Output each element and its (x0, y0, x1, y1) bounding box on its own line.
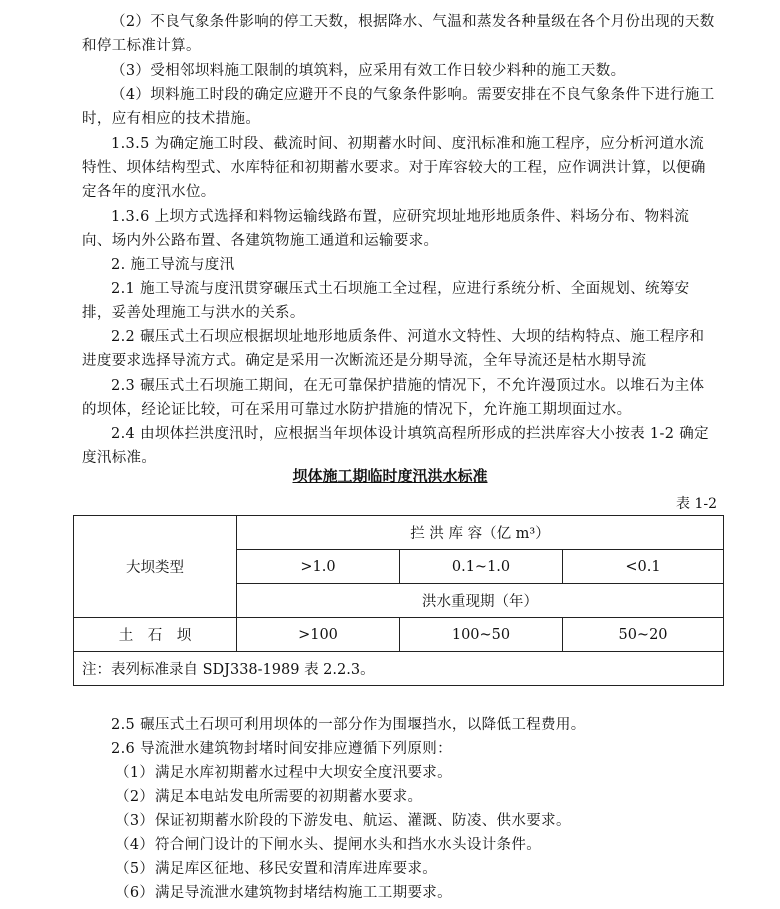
list-item: （6）满足导流泄水建筑物封堵结构施工工期要求。 (115, 885, 452, 901)
paragraph-2-4: 2.4 由坝体拦洪度汛时，应根据当年坝体设计填筑高程所形成的拦洪库容大小按表 1-2 确定度汛标准。 (82, 426, 709, 467)
list-item: （4）符合闸门设计的下闸水头、提闸水头和挡水水头设计条件。 (115, 837, 542, 853)
capacity-group-header: 拦 洪 库 容（亿 m³） (237, 516, 724, 550)
list-item: （5）满足库区征地、移民安置和清库进库要求。 (115, 861, 438, 877)
table-cell: 50~20 (563, 618, 724, 652)
paragraph-2-1: 2.1 施工导流与度汛贯穿碾压式土石坝施工全过程，应进行系统分析、全面规划、统筹安排，妥善处理施工与洪水的关系。 (82, 281, 690, 322)
paragraph-weather-stoppage: （2）不良气象条件影响的停工天数，根据降水、气温和蒸发各种量级在各个月份出现的天数和停工标准计算。 (82, 14, 715, 55)
paragraph-avoid-weather: （4）坝料施工时段的确定应避开不良的气象条件影响。需要安排在不良气象条件下进行施工时，应有相应的技术措施。 (82, 87, 715, 128)
row-label-earth-rock-dam: 土 石 坝 (74, 618, 237, 652)
capacity-header: 0.1~1.0 (400, 550, 563, 584)
table-note: 注：表列标准录自 SDJ338-1989 表 2.2.3。 (74, 652, 724, 686)
paragraph-2-3: 2.3 碾压式土石坝施工期间，在无可靠保护措施的情况下，不允许漫顶过水。以堆石为主体的坝体，经论证比较，可在采用可靠过水防护措施的情况下，允许施工期坝面过水。 (82, 378, 705, 419)
paragraph-adjacent-fill: （3）受相邻坝料施工限制的填筑料，应采用有效工作日较少料种的施工天数。 (111, 63, 626, 79)
paragraph-2-2: 2.2 碾压式土石坝应根据坝址地形地质条件、河道水文特性、大坝的结构特点、施工程序和进度要求选择导流方式。确定是采用一次断流还是分期导流，全年导流还是枯水期导流 (82, 329, 705, 370)
paragraph-2-5: 2.5 碾压式土石坝可利用坝体的一部分作为围堰挡水，以降低工程费用。 (111, 717, 586, 733)
paragraph-1-3-6: 1.3.6 上坝方式选择和料物运输线路布置，应研究坝址地形地质条件、料场分布、物料流向、场内外公路布置、各建筑物施工通道和运输要求。 (82, 209, 690, 250)
flood-standard-table (73, 515, 724, 686)
list-item: （2）满足本电站发电所需要的初期蓄水要求。 (115, 789, 423, 805)
table-cell: >100 (237, 618, 400, 652)
table-title: 坝体施工期临时度汛洪水标准 (292, 467, 488, 485)
section-heading-diversion: 2. 施工导流与度汛 (111, 257, 235, 273)
capacity-header: <0.1 (563, 550, 724, 584)
table-number: 表 1-2 (676, 496, 717, 512)
capacity-header: >1.0 (237, 550, 400, 584)
paragraph-1-3-5: 1.3.5 为确定施工时段、截流时间、初期蓄水时间、度汛标准和施工程序，应分析河道水流特性、坝体结构型式、水库特征和初期蓄水要求。对于库容较大的工程，应作调洪计算，以便确定各年的度汛水位。 (82, 136, 706, 201)
list-item: （3）保证初期蓄水阶段的下游发电、航运、灌溉、防凌、供水要求。 (115, 813, 571, 829)
dam-type-header: 大坝类型 (74, 516, 237, 618)
return-period-header: 洪水重现期（年） (237, 584, 724, 618)
table-cell: 100~50 (400, 618, 563, 652)
list-item: （1）满足水库初期蓄水过程中大坝安全度汛要求。 (115, 765, 452, 781)
paragraph-2-6: 2.6 导流泄水建筑物封堵时间安排应遵循下列原则： (111, 741, 452, 757)
